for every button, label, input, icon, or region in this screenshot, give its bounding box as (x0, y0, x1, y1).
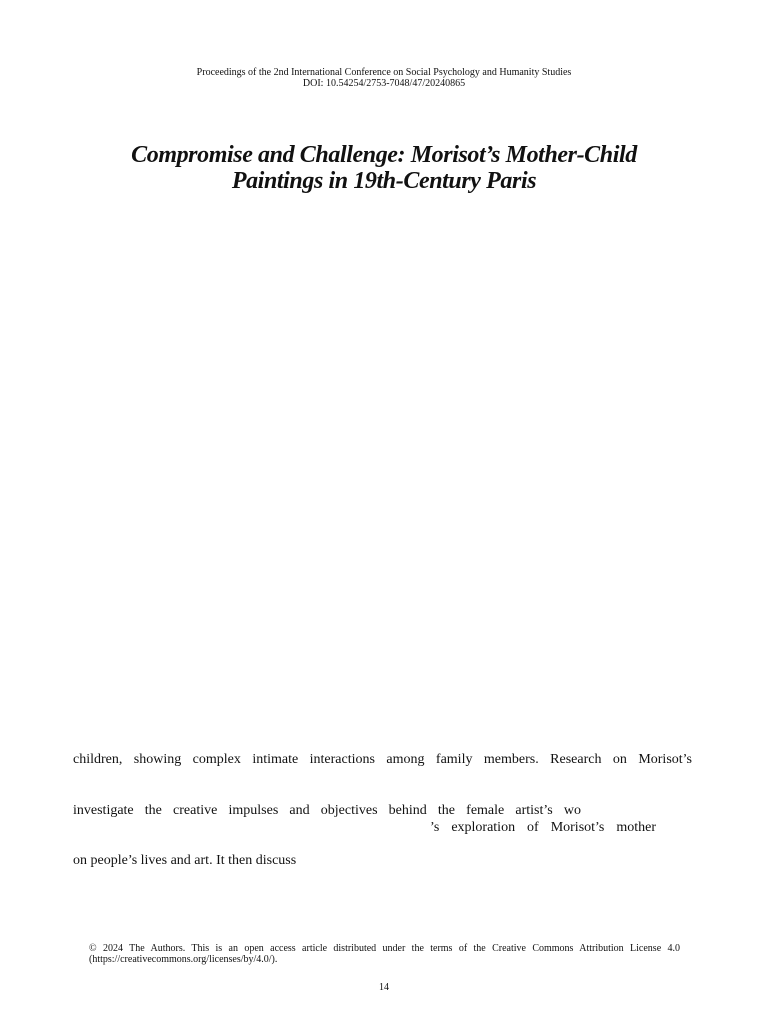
body-text-line-2: investigate the creative impulses and objectives behind the female artist’s wo (73, 803, 581, 818)
paper-title (60, 142, 708, 194)
license-url: (https://creativecommons.org/licenses/by/4.0/). (89, 954, 278, 965)
license-notice (89, 943, 680, 965)
body-text-line-4: on people’s lives and art. It then discuss (73, 853, 297, 868)
running-header (0, 67, 768, 89)
paper-title-line-2: Paintings in 19th-Century Paris (231, 168, 537, 194)
paper-title-line-1: Compromise and Challenge: Morisot’s Mother-Child (131, 142, 637, 168)
body-text-line-1: children, showing complex intimate interactions among family members. Research on Morisot’s (73, 752, 692, 767)
license-text: © 2024 The Authors. This is an open access article distributed under the terms of the Creative Commons Attribution License 4.0 (89, 943, 680, 954)
page-number: 14 (379, 982, 389, 993)
doi: DOI: 10.54254/2753-7048/47/20240865 (302, 78, 466, 89)
proceedings-title: Proceedings of the 2nd International Conference on Social Psychology and Humanity Studies (196, 67, 572, 78)
body-text-line-3: ’s exploration of Morisot’s mother (430, 820, 656, 835)
